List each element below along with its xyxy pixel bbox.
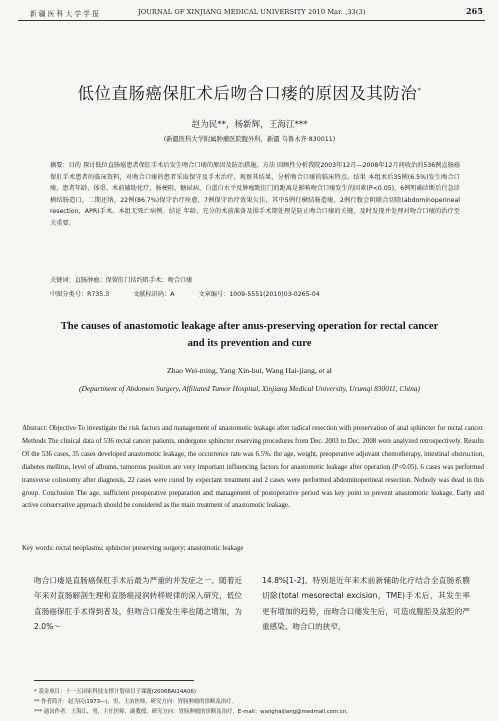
classification-number: 中图分类号：R735.3	[50, 291, 110, 298]
page-number: 265	[466, 6, 483, 16]
body-column-left: 吻合口瘘是直肠癌保肛手术后最为严重的并发症之一。随着近年来对直肠解剖生理和直肠癌浸润转移规律的深入研究，低位直肠癌保肛手术得到普及，但吻合口瘘发生率也随之增加，为2.0%～	[34, 576, 242, 632]
header-rule	[18, 20, 485, 21]
footnote-corresponding-author: *** 通讯作者：王海江，男，主任医师，副教授，研究方向：胃肠肿瘤的诊断及治疗，E-mail：wanghaijiang@medmail.com.cn。	[34, 709, 352, 715]
english-authors: Zhao Wei-ming, Yang Xin-hui, Wang Hai-jiang, et al	[167, 366, 332, 375]
article-id: 文章编号：1009-5551(2010)03-0265-04	[198, 291, 320, 298]
classification-line	[50, 289, 460, 298]
english-affiliation: (Department of Abdomen Surgery, Affiliated Tumor Hospital, Xinjiang Medical University, Urumqi 830011, China)	[79, 384, 420, 393]
journal-name-en: JOURNAL OF XINJIANG MEDICAL UNIVERSITY 2010 Mar. ,33(3)	[138, 8, 366, 16]
footnote-funding: * 基金项目：十一五国家科技支撑计划项目子课题(2006BAI24A06)	[34, 689, 196, 695]
chinese-authors: 赵为民**，杨新辉，王海江***	[191, 120, 308, 130]
chinese-title-text: 低位直肠癌保肛术后吻合口瘘的原因及其防治	[77, 84, 418, 103]
chinese-affiliation: (新疆医科大学附属肿瘤医院腹外科，新疆 乌鲁木齐 830011)	[163, 136, 336, 143]
document-code: 文献标识码：A	[133, 291, 175, 298]
title-footnote-mark: *	[417, 86, 422, 95]
journal-name-cn: 新 疆 医 科 大 学 学 报	[30, 10, 99, 18]
chinese-keywords: 关键词：直肠肿瘤；保留肛门括约肌手术；吻合口瘘	[50, 277, 193, 284]
body-column-right: 14.8%[1-2]。特别是近年来术前新辅助化疗结合全直肠系膜切除(total mesorectal excision，TME)手术后，其发生率更有增加的趋势，而吻合口瘘发生后，可造成腹腔及盆腔的严重感染、吻合口的狭窄，	[262, 576, 470, 632]
chinese-abstract: 摘要：目的 探讨低位直肠癌患者保肛手术后发生吻合口瘘的原因及防治措施。方法 回顾性分析我院2003年12月—2008年12月间收治的536例直肠癌保肛手术患者的临床资料，对吻合口瘘的患者采取保守及手术治疗，观察其结果，分析吻合口瘘的临床特点。结果 本组术后35例(6.5%)发生吻合口瘘，患者年龄、体重、术前辅助化疗、肠梗阻、糖尿病、白蛋白水平及肿瘤距肛门的距离是影响吻合口瘘发生的因素(P<0.05)，6例明确诊断后行急诊横结肠造口，二期还纳，22例(86.7%)保守治疗痊愈，7例保守治疗效果欠佳，其中5例行横结肠造瘘，2例行腹会阴联合切除(abdominoperineal resection，APR)手术。本组无死亡病例。结论 年龄、充分的术前准备及围手术期处理是防止吻合口瘘的关键，及时发现并处理对吻合口瘘的治疗至关重要。	[50, 162, 460, 227]
english-keywords: Key words: rectal neoplasms; sphincter preserving surgery; anastomotic leakage	[22, 545, 244, 552]
footnote-rule	[34, 680, 194, 681]
english-abstract: Abstract: Objective To investigate the risk factors and management of anastomotic leakage after radical resection with preservation of anal sphincter for rectal cancer. Methods The clinical data of 536 rectal cancer patients, undergone sphincter reserving procedures from Dec. 2003 to Dec. 2008 were analyzed retrospectively. Results Of the 536 cases, 35 cases developed anastomotic leakage, the occurrence rate was 6.5%. the age, weight, preoperative adjuvant chemotherapy, intestinal obstruction, diabetes mellitus, level of albumn, tumorous position are very important influencing factors for anastomotic leakage after operation (P<0.05). 6 cases was performed transverse colostomy after diagnosis, 22 cases were cured by expectant treatment and 2 cases were performed abdominoperineal resection. Nobody was dead in this group. Conclusion The age, sufficient preoperative preparation and management of postoperative period was key point to prevent anastomotic leakage. Early and active conservative approach should be considered as the main treatment of anastomotic leakage.	[22, 425, 484, 510]
running-header	[18, 6, 485, 24]
english-title: The causes of anastomotic leakage after anus-preserving operation for rectal cancer and its prevention and cure	[60, 321, 439, 349]
chinese-title	[0, 80, 499, 104]
footnote-author-bio: ** 作者简介：赵为民(1973—)，男，主治医师，研究方向：胃肠肿瘤的诊断及治疗。	[34, 699, 237, 705]
